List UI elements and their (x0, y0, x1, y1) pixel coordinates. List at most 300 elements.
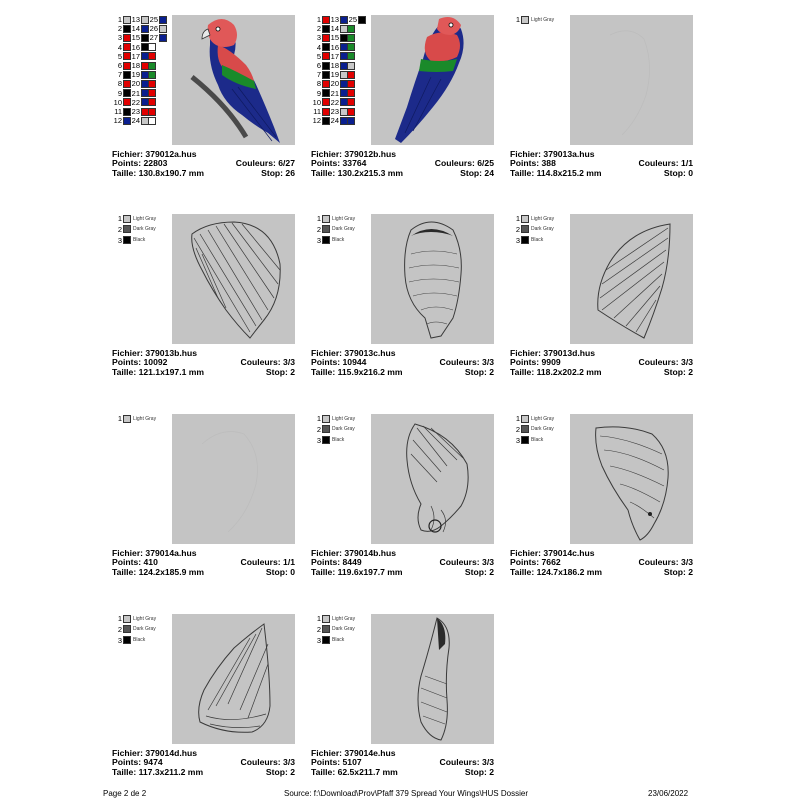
color-swatch (311, 52, 330, 61)
color-swatch (148, 15, 167, 24)
swatch-color-box (347, 52, 355, 60)
swatch-number: 2 (316, 224, 321, 234)
color-swatch (510, 436, 543, 445)
design-card (510, 214, 693, 389)
swatch-number: 15 (131, 33, 140, 43)
points-count: Points: 9909 (510, 357, 561, 368)
swatch-color-box (347, 117, 355, 125)
stop-count: Stop: 2 (464, 766, 494, 777)
swatch-color-box (148, 43, 156, 51)
color-swatch (112, 89, 131, 98)
color-swatch (347, 89, 355, 98)
color-swatch (510, 214, 554, 223)
design-card (112, 214, 295, 389)
color-swatch (347, 107, 355, 116)
swatch-color-box (148, 80, 156, 88)
color-swatch (347, 15, 366, 24)
colors-count: Couleurs: 6/25 (434, 158, 494, 169)
design-preview[interactable] (570, 214, 693, 344)
design-info (510, 349, 693, 377)
design-card (311, 15, 494, 190)
stop-count: Stop: 0 (663, 167, 693, 178)
swatch-color-box (347, 62, 355, 70)
swatch-color-box (148, 62, 156, 70)
color-swatch-list (311, 414, 366, 544)
color-swatch (329, 116, 348, 125)
color-swatch (347, 98, 355, 107)
swatch-color-box (123, 625, 131, 633)
swatch-color-box (521, 236, 529, 244)
swatch-color-box (159, 25, 167, 33)
design-card (112, 414, 295, 589)
points-count: Points: 33764 (311, 158, 367, 169)
design-preview[interactable] (570, 414, 693, 544)
swatch-color-name: Black (531, 237, 544, 244)
swatch-number: 2 (515, 224, 520, 234)
swatch-number: 19 (330, 70, 339, 80)
stop-count: Stop: 2 (464, 366, 494, 377)
colors-count: Couleurs: 1/1 (638, 158, 693, 169)
color-swatch (130, 33, 149, 42)
swatch-number: 7 (117, 70, 122, 80)
wing-embroidery-image (570, 214, 693, 344)
color-swatch (510, 414, 554, 423)
swatch-number: 16 (330, 42, 339, 52)
swatch-color-box (521, 16, 529, 24)
color-swatch (329, 79, 348, 88)
swatch-number: 12 (312, 116, 321, 126)
color-swatch (112, 236, 145, 245)
swatch-color-box (123, 225, 131, 233)
parrot-embroidery-image (172, 15, 295, 145)
points-count: Points: 8449 (311, 557, 362, 568)
swatch-color-box (148, 71, 156, 79)
swatch-color-box (347, 34, 355, 42)
file-name: Fichier: 379013d.hus (510, 348, 596, 358)
swatch-number: 17 (131, 51, 140, 61)
design-info (311, 549, 494, 577)
swatch-color-box (123, 636, 131, 644)
swatch-number: 20 (330, 79, 339, 89)
color-swatch (311, 214, 355, 223)
design-info (311, 349, 494, 377)
color-swatch (311, 414, 355, 423)
color-swatch (329, 43, 348, 52)
swatch-color-box (148, 52, 156, 60)
swatch-number: 24 (330, 116, 339, 126)
swatch-color-box (521, 415, 529, 423)
swatch-color-box (322, 225, 330, 233)
design-preview[interactable] (172, 414, 295, 544)
color-swatch (311, 33, 330, 42)
color-swatch (329, 24, 348, 33)
swatch-number: 1 (316, 15, 321, 24)
color-swatch (148, 107, 156, 116)
swatch-color-box (347, 98, 355, 106)
color-swatch (311, 436, 344, 445)
color-swatch (347, 70, 355, 79)
swatch-number: 8 (117, 79, 122, 89)
swatch-color-box (148, 117, 156, 125)
swatch-color-box (347, 108, 355, 116)
color-swatch (148, 116, 156, 125)
design-info (311, 150, 494, 178)
parrot-embroidery-image (371, 15, 494, 145)
color-swatch (311, 625, 355, 634)
color-swatch (112, 625, 156, 634)
swatch-color-box (159, 34, 167, 42)
color-swatch (148, 89, 156, 98)
stop-count: Stop: 0 (265, 566, 295, 577)
color-swatch (510, 236, 543, 245)
color-swatch-list (112, 614, 167, 744)
swatch-number: 4 (117, 42, 122, 52)
swatch-number: 20 (131, 79, 140, 89)
swatch-number: 14 (330, 24, 339, 34)
stop-count: Stop: 2 (265, 366, 295, 377)
color-swatch-list (311, 614, 366, 744)
color-swatch-list (311, 15, 366, 145)
swatch-number: 23 (131, 107, 140, 116)
stop-count: Stop: 2 (663, 566, 693, 577)
swatch-color-box (521, 436, 529, 444)
file-name: Fichier: 379014c.hus (510, 548, 595, 558)
swatch-color-name: Light Gray (531, 16, 555, 23)
swatch-number: 22 (330, 97, 339, 107)
swatch-number: 3 (117, 635, 122, 645)
swatch-color-box (123, 415, 131, 423)
color-swatch (148, 70, 156, 79)
design-preview[interactable] (172, 15, 295, 145)
color-swatch (347, 33, 355, 42)
points-count: Points: 10944 (311, 357, 367, 368)
swatch-color-box (358, 16, 366, 24)
color-swatch-list (112, 414, 167, 544)
colors-count: Couleurs: 3/3 (439, 757, 494, 768)
colors-count: Couleurs: 3/3 (439, 557, 494, 568)
swatch-number: 22 (131, 97, 140, 107)
colors-count: Couleurs: 3/3 (240, 757, 295, 768)
color-swatch (347, 52, 355, 61)
color-swatch (130, 61, 149, 70)
color-swatch (311, 98, 330, 107)
swatch-color-box (159, 16, 167, 24)
swatch-number: 14 (131, 24, 140, 34)
design-size: Taille: 121.1x197.1 mm (112, 366, 205, 377)
swatch-number: 13 (330, 15, 339, 24)
stop-count: Stop: 26 (261, 167, 295, 178)
swatch-number: 3 (515, 235, 520, 245)
file-name: Fichier: 379014b.hus (311, 548, 397, 558)
swatch-number: 2 (117, 224, 122, 234)
placement-outline-image (570, 15, 693, 145)
design-preview[interactable] (371, 214, 494, 344)
swatch-color-box (322, 415, 330, 423)
wing-embroidery-image (172, 214, 295, 344)
swatch-number: 10 (312, 97, 321, 107)
color-swatch-list (311, 214, 366, 344)
color-swatch (130, 107, 149, 116)
file-name: Fichier: 379014a.hus (112, 548, 197, 558)
color-swatch (130, 24, 149, 33)
color-swatch (329, 107, 348, 116)
points-count: Points: 10092 (112, 357, 168, 368)
swatch-number: 3 (316, 435, 321, 445)
color-swatch (112, 43, 131, 52)
swatch-number: 19 (131, 70, 140, 80)
color-swatch (311, 116, 330, 125)
swatch-color-name: Dark Gray (332, 226, 355, 233)
color-swatch (130, 98, 149, 107)
design-card (510, 414, 693, 589)
design-size: Taille: 119.6x197.7 mm (311, 566, 403, 577)
print-date: 23/06/2022 (648, 789, 689, 798)
design-size: Taille: 130.8x190.7 mm (112, 167, 205, 178)
color-swatch (311, 70, 330, 79)
color-swatch (130, 70, 149, 79)
points-count: Points: 9474 (112, 757, 163, 768)
design-preview[interactable] (172, 614, 295, 744)
color-swatch (510, 425, 554, 434)
swatch-number: 2 (117, 624, 122, 634)
color-swatch (112, 70, 131, 79)
design-preview[interactable] (570, 15, 693, 145)
stop-count: Stop: 2 (663, 366, 693, 377)
color-swatch (148, 98, 156, 107)
swatch-color-box (123, 215, 131, 223)
swatch-color-name: Light Gray (332, 615, 356, 622)
swatch-number: 2 (117, 24, 122, 34)
color-swatch-list (510, 414, 565, 544)
color-swatch (130, 43, 149, 52)
design-info (510, 150, 693, 178)
color-swatch (311, 614, 355, 623)
swatch-color-name: Light Gray (133, 415, 157, 422)
color-swatch (311, 15, 330, 24)
swatch-color-box (347, 71, 355, 79)
colors-count: Couleurs: 3/3 (439, 357, 494, 368)
color-swatch (329, 15, 348, 24)
color-swatch-list (112, 214, 167, 344)
color-swatch-list (510, 15, 565, 145)
points-count: Points: 388 (510, 158, 556, 169)
design-preview[interactable] (371, 414, 494, 544)
color-swatch (148, 79, 156, 88)
design-size: Taille: 114.8x215.2 mm (510, 167, 602, 178)
points-count: Points: 22803 (112, 158, 168, 169)
swatch-color-box (148, 98, 156, 106)
swatch-color-name: Light Gray (531, 415, 555, 422)
design-size: Taille: 115.9x216.2 mm (311, 366, 403, 377)
file-name: Fichier: 379014e.hus (311, 748, 396, 758)
color-swatch (112, 61, 131, 70)
swatch-color-box (521, 225, 529, 233)
design-card (311, 614, 494, 789)
swatch-number: 27 (149, 33, 158, 43)
swatch-number: 3 (515, 435, 520, 445)
design-preview[interactable] (371, 15, 494, 145)
swatch-number: 16 (131, 42, 140, 52)
design-card (112, 614, 295, 789)
swatch-number: 18 (330, 61, 339, 70)
color-swatch (347, 43, 355, 52)
color-swatch (347, 61, 355, 70)
color-swatch (112, 24, 131, 33)
swatch-number: 18 (131, 61, 140, 70)
color-swatch (112, 79, 131, 88)
design-card (112, 15, 295, 190)
color-swatch (510, 15, 554, 24)
color-swatch (112, 414, 156, 423)
swatch-color-box (148, 89, 156, 97)
swatch-number: 21 (330, 88, 339, 98)
file-name: Fichier: 379012a.hus (112, 149, 197, 159)
color-swatch (311, 225, 355, 234)
swatch-number: 3 (117, 33, 122, 43)
design-size: Taille: 117.3x211.2 mm (112, 766, 204, 777)
swatch-color-name: Dark Gray (133, 626, 156, 633)
color-swatch (112, 52, 131, 61)
color-swatch (130, 89, 149, 98)
file-name: Fichier: 379014d.hus (112, 748, 198, 758)
design-card (510, 15, 693, 190)
color-swatch (130, 79, 149, 88)
swatch-color-box (521, 425, 529, 433)
swatch-number: 3 (316, 635, 321, 645)
swatch-number: 6 (316, 61, 321, 70)
swatch-color-box (322, 215, 330, 223)
design-preview[interactable] (371, 614, 494, 744)
swatch-number: 26 (149, 24, 158, 34)
tail-feather-embroidery-image (371, 614, 494, 744)
color-swatch (329, 52, 348, 61)
swatch-number: 9 (117, 88, 122, 98)
colors-count: Couleurs: 3/3 (240, 357, 295, 368)
colors-count: Couleurs: 6/27 (235, 158, 295, 169)
swatch-number: 1 (316, 214, 321, 223)
color-swatch-list (510, 214, 565, 344)
color-swatch-list (112, 15, 167, 145)
swatch-number: 1 (117, 214, 122, 223)
swatch-number: 9 (316, 88, 321, 98)
swatch-number: 1 (316, 414, 321, 423)
design-size: Taille: 124.2x185.9 mm (112, 566, 205, 577)
swatch-number: 7 (316, 70, 321, 80)
design-size: Taille: 62.5x211.7 mm (311, 766, 398, 777)
color-swatch (347, 116, 355, 125)
color-swatch (112, 116, 131, 125)
colors-count: Couleurs: 3/3 (638, 557, 693, 568)
stop-count: Stop: 2 (464, 566, 494, 577)
swatch-number: 1 (316, 614, 321, 623)
swatch-number: 1 (515, 15, 520, 24)
colors-count: Couleurs: 3/3 (638, 357, 693, 368)
color-swatch (311, 61, 330, 70)
swatch-color-box (347, 25, 355, 33)
file-name: Fichier: 379013c.hus (311, 348, 396, 358)
swatch-color-name: Dark Gray (133, 226, 156, 233)
swatch-number: 2 (316, 624, 321, 634)
swatch-color-box (322, 625, 330, 633)
swatch-color-box (347, 80, 355, 88)
swatch-color-name: Light Gray (133, 615, 157, 622)
design-info (311, 749, 494, 777)
swatch-number: 12 (113, 116, 122, 126)
bird-back-embroidery-image (371, 214, 494, 344)
swatch-color-box (322, 615, 330, 623)
design-card (311, 414, 494, 589)
design-preview[interactable] (172, 214, 295, 344)
page-number: Page 2 de 2 (103, 789, 147, 798)
swatch-color-box (347, 89, 355, 97)
color-swatch (112, 98, 131, 107)
swatch-number: 11 (114, 107, 122, 116)
color-swatch (112, 636, 145, 645)
swatch-color-name: Black (332, 437, 345, 444)
color-swatch (347, 79, 355, 88)
color-swatch (510, 225, 554, 234)
swatch-number: 3 (316, 33, 321, 43)
wing-embroidery-image (172, 614, 295, 744)
stop-count: Stop: 2 (265, 766, 295, 777)
swatch-color-name: Light Gray (133, 215, 157, 222)
swatch-color-name: Light Gray (332, 415, 356, 422)
color-swatch (311, 79, 330, 88)
design-info (112, 549, 295, 577)
swatch-number: 1 (117, 15, 122, 24)
swatch-number: 3 (316, 235, 321, 245)
color-swatch (329, 70, 348, 79)
color-swatch (148, 43, 156, 52)
swatch-color-box (322, 425, 330, 433)
color-swatch (112, 214, 156, 223)
design-info (112, 150, 295, 178)
swatch-color-box (123, 236, 131, 244)
swatch-number: 5 (316, 51, 321, 61)
color-swatch (311, 425, 355, 434)
color-swatch (148, 24, 167, 33)
swatch-color-box (148, 108, 156, 116)
swatch-number: 3 (117, 235, 122, 245)
color-swatch (311, 89, 330, 98)
color-swatch (329, 61, 348, 70)
color-swatch (148, 52, 156, 61)
swatch-number: 11 (313, 107, 321, 116)
color-swatch (148, 61, 156, 70)
swatch-number: 25 (348, 15, 357, 24)
swatch-number: 5 (117, 51, 122, 61)
color-swatch (311, 236, 344, 245)
points-count: Points: 7662 (510, 557, 561, 568)
source-path: Source: f:\Download\Prov\Pfaff 379 Spread Your Wings\HUS Dossier (284, 789, 528, 798)
swatch-number: 10 (113, 97, 122, 107)
placement-outline-image (172, 414, 295, 544)
swatch-number: 24 (131, 116, 140, 126)
swatch-number: 8 (316, 79, 321, 89)
swatch-color-box (347, 43, 355, 51)
swatch-number: 1 (515, 414, 520, 423)
points-count: Points: 410 (112, 557, 158, 568)
swatch-color-name: Light Gray (332, 215, 356, 222)
color-swatch (329, 89, 348, 98)
swatch-color-name: Black (332, 637, 345, 644)
swatch-number: 13 (131, 15, 140, 24)
color-swatch (311, 43, 330, 52)
swatch-color-name: Dark Gray (531, 426, 554, 433)
color-swatch (347, 24, 355, 33)
swatch-color-box (322, 636, 330, 644)
points-count: Points: 5107 (311, 757, 362, 768)
